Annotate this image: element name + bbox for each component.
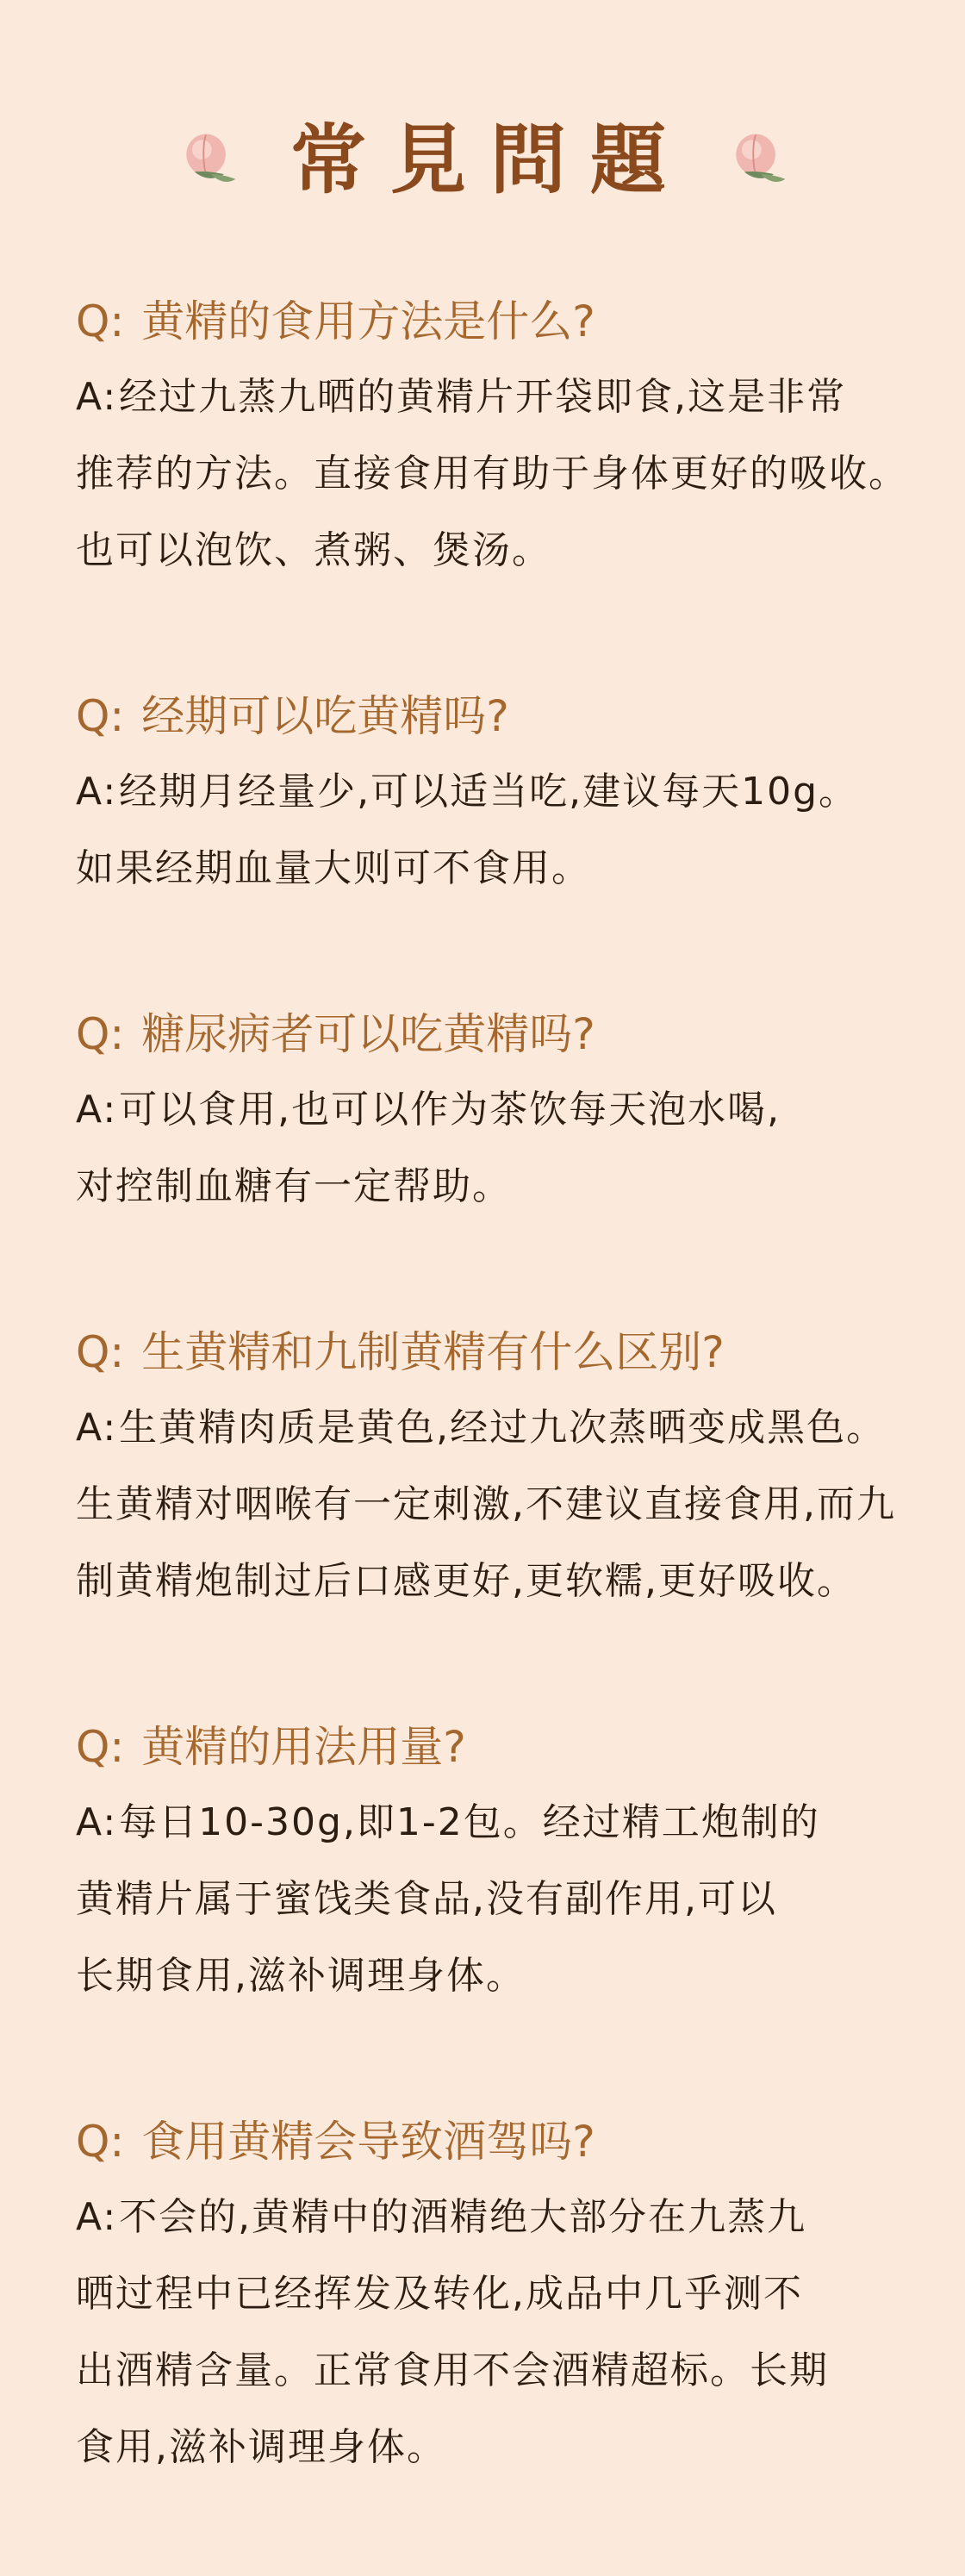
answer-line: 晒过程中已经挥发及转化,成品中几乎测不 <box>76 2272 803 2316</box>
answer-line: A:可以食用,也可以作为茶饮每天泡水喝, <box>76 1088 781 1132</box>
question-text: 食用黄精会导致酒驾吗? <box>141 2117 595 2167</box>
answer-line: A:经期月经量少,可以适当吃,建议每天10g。 <box>76 770 859 814</box>
page-title: 常見問題 <box>290 115 690 204</box>
faq-question <box>76 1710 894 1784</box>
answer-prefix: A: <box>76 375 118 419</box>
faq-question <box>76 284 894 359</box>
peach-icon <box>175 127 240 192</box>
answer-line: 出酒精含量。正常食用不会酒精超标。长期 <box>76 2348 829 2392</box>
faq-list <box>76 284 908 2576</box>
answer-line: A:经过九蒸九晒的黄精片开袋即食,这是非常 <box>76 375 847 419</box>
answer-prefix: A: <box>76 1088 118 1132</box>
faq-answer <box>76 1784 894 2014</box>
faq-question <box>76 2105 894 2179</box>
question-prefix: Q: <box>76 296 125 346</box>
question-prefix: Q: <box>76 1722 125 1772</box>
page-header <box>0 108 965 211</box>
faq-question <box>76 679 894 753</box>
faq-item <box>76 679 894 907</box>
faq-item <box>76 284 908 589</box>
question-text: 黄精的食用方法是什么? <box>141 296 595 346</box>
faq-item <box>76 997 894 1225</box>
answer-line: 推荐的方法。直接食用有助于身体更好的吸收。 <box>76 452 908 496</box>
answer-line: 制黄精炮制过后口感更好,更软糯,更好吸收。 <box>76 1559 856 1603</box>
question-text: 糖尿病者可以吃黄精吗? <box>141 1009 595 1059</box>
question-prefix: Q: <box>76 2117 125 2167</box>
answer-line: 食用,滋补调理身体。 <box>76 2425 446 2469</box>
answer-line: 也可以泡饮、煮粥、煲汤。 <box>76 528 551 572</box>
answer-line: A:生黄精肉质是黄色,经过九次蒸晒变成黑色。 <box>76 1406 887 1450</box>
question-text: 黄精的用法用量? <box>141 1722 466 1772</box>
peach-icon <box>725 127 790 192</box>
faq-answer <box>76 753 894 907</box>
answer-prefix: A: <box>76 1800 118 1844</box>
faq-question <box>76 997 894 1071</box>
faq-item <box>76 2105 894 2486</box>
answer-prefix: A: <box>76 1406 118 1450</box>
answer-line: 长期食用,滋补调理身体。 <box>76 1954 526 1998</box>
answer-line: 生黄精对咽喉有一定刺激,不建议直接食用,而九 <box>76 1482 896 1526</box>
answer-line: 黄精片属于蜜饯类食品,没有副作用,可以 <box>76 1877 777 1921</box>
answer-line: 对控制血糖有一定帮助。 <box>76 1164 512 1208</box>
question-prefix: Q: <box>76 691 125 741</box>
question-prefix: Q: <box>76 1009 125 1059</box>
faq-item <box>76 1315 894 1619</box>
faq-answer <box>76 1071 894 1225</box>
faq-answer <box>76 359 908 589</box>
faq-answer <box>76 1389 894 1619</box>
faq-answer <box>76 2179 894 2486</box>
faq-item <box>76 1710 894 2014</box>
answer-line: A:每日10-30g,即1-2包。经过精工炮制的 <box>76 1800 820 1844</box>
answer-line: 如果经期血量大则可不食用。 <box>76 846 591 890</box>
answer-line: A:不会的,黄精中的酒精绝大部分在九蒸九 <box>76 2195 807 2239</box>
answer-prefix: A: <box>76 2195 118 2239</box>
question-text: 生黄精和九制黄精有什么区别? <box>141 1327 725 1377</box>
faq-question <box>76 1315 894 1389</box>
answer-prefix: A: <box>76 770 118 814</box>
question-text: 经期可以吃黄精吗? <box>141 691 509 741</box>
question-prefix: Q: <box>76 1327 125 1377</box>
